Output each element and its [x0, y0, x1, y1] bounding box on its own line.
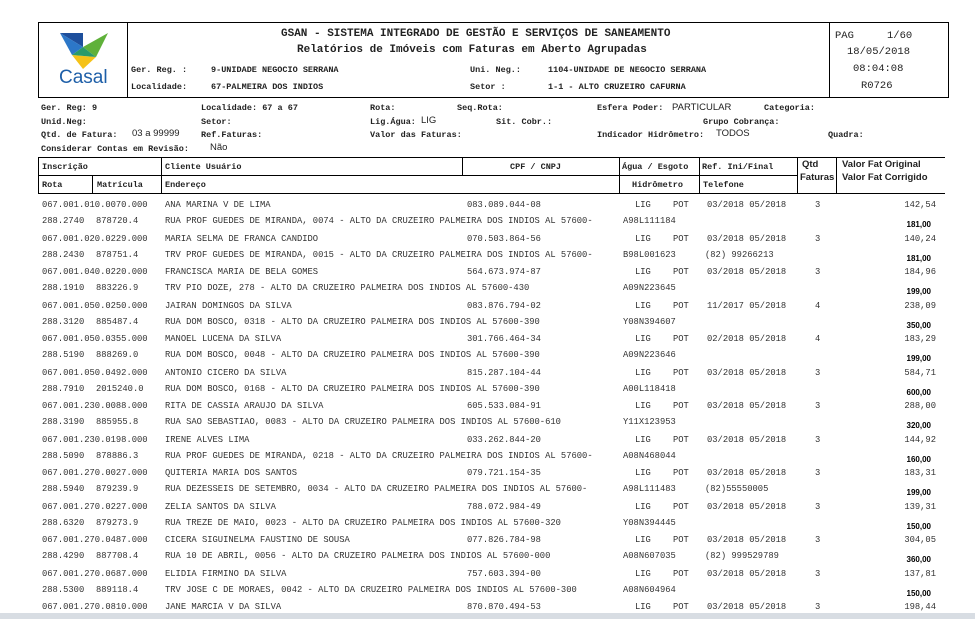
record-qtd-faturas: 3 — [815, 401, 821, 411]
record-esgoto-status: POT — [673, 334, 689, 344]
record-hidrometro: A98L111184 — [623, 216, 676, 226]
record-address: RUA DOM BOSCO, 0048 - ALTO DA CRUZEIRO PALMEIRA DOS INDIOS AL 57600-390 — [165, 350, 540, 360]
record-valor-corrigido: 600,00 — [906, 387, 931, 397]
record-valor-corrigido: 199,00 — [906, 354, 931, 363]
record-inscricao: 067.001.040.0220.000 — [42, 267, 148, 277]
record-cpf: 815.287.104-44 — [467, 367, 541, 378]
record-ref-period: 03/2018 05/2018 — [707, 535, 787, 545]
filter-quadra: Quadra: — [828, 130, 864, 140]
record-qtd-faturas: 3 — [815, 367, 821, 378]
record-esgoto-status: POT — [673, 501, 689, 512]
record-rota: 288.7910 — [42, 383, 85, 394]
record-valor-original: 183,29 — [904, 334, 936, 344]
record-agua-status: LIG — [635, 401, 651, 411]
record-valor-corrigido: 199,00 — [906, 488, 931, 497]
record-inscricao: 067.001.230.0198.000 — [42, 434, 148, 445]
record-valor-original: 183,31 — [904, 468, 936, 478]
record-agua-status: LIG — [635, 233, 651, 244]
record-cpf: 788.072.984-49 — [467, 501, 541, 512]
record-valor-original: 198,44 — [904, 602, 936, 612]
record-matricula: 885955.8 — [96, 417, 139, 427]
record-qtd-faturas: 3 — [815, 568, 821, 579]
record-matricula: 887708.4 — [96, 551, 139, 561]
record-inscricao: 067.001.050.0355.000 — [42, 334, 148, 344]
record-name: QUITERIA MARIA DOS SANTOS — [165, 468, 297, 478]
report-title: Relatórios de Imóveis com Faturas em Aberto Agrupadas — [297, 44, 647, 56]
record-cpf: 083.089.044-08 — [467, 200, 541, 210]
record-rota: 288.5190 — [42, 350, 85, 360]
record-qtd-faturas: 3 — [815, 267, 821, 277]
filter-considerar-value: Não — [210, 142, 228, 153]
record-valor-original: 304,05 — [904, 535, 936, 545]
filter-categoria: Categoria: — [764, 103, 816, 113]
report-time: 08:04:08 — [853, 63, 904, 75]
record-inscricao: 067.001.270.0810.000 — [42, 602, 148, 612]
record-qtd-faturas: 3 — [815, 233, 821, 244]
record-inscricao: 067.001.270.0227.000 — [42, 501, 148, 512]
page-label: PAG — [835, 30, 854, 42]
filter-indicador-value: TODOS — [716, 128, 750, 139]
record-valor-original: 140,24 — [904, 233, 936, 244]
filter-qtd-fatura-label: Qtd. de Fatura: — [41, 130, 118, 140]
record-valor-corrigido: 181,00 — [906, 253, 931, 263]
col-matricula: Matrícula — [97, 180, 143, 190]
filter-lig-agua-label: Lig.Água: — [370, 117, 416, 127]
record-agua-status: LIG — [635, 535, 651, 545]
col-valor-original: Valor Fat Original — [842, 159, 921, 170]
record-name: RITA DE CASSIA ARAUJO DA SILVA — [165, 401, 324, 411]
col-rota: Rota — [42, 180, 63, 190]
record-valor-corrigido: 360,00 — [906, 555, 931, 564]
record-cpf: 870.870.494-53 — [467, 602, 541, 612]
record-address: RUA DEZESSEIS DE SETEMBRO, 0034 - ALTO DA CRUZEIRO PALMEIRA DOS INDIOS AL 57600- — [165, 484, 588, 494]
record-cpf: 301.766.464-34 — [467, 334, 541, 344]
filter-qtd-fatura-value: 03 a 99999 — [132, 128, 180, 139]
record-ref-period: 03/2018 05/2018 — [707, 233, 787, 244]
record-valor-original: 144,92 — [904, 434, 936, 445]
record-agua-status: LIG — [635, 300, 651, 311]
record-qtd-faturas: 4 — [815, 334, 821, 344]
record-name: ELIDIA FIRMINO DA SILVA — [165, 568, 287, 579]
record-valor-corrigido: 181,00 — [906, 220, 931, 229]
record-hidrometro: A09N223646 — [623, 350, 676, 360]
record-valor-original: 584,71 — [904, 367, 936, 378]
col-cpf: CPF / CNPJ — [510, 162, 562, 172]
record-agua-status: LIG — [635, 367, 651, 378]
record-matricula: 878886.3 — [96, 450, 139, 461]
logo-text: Casal — [59, 67, 108, 88]
record-ref-period: 03/2018 05/2018 — [707, 434, 787, 445]
record-hidrometro: A08N468044 — [623, 450, 676, 461]
record-esgoto-status: POT — [673, 300, 689, 311]
page-value: 1/60 — [887, 30, 913, 42]
record-esgoto-status: POT — [673, 468, 689, 478]
record-qtd-faturas: 4 — [815, 300, 821, 311]
record-ref-period: 03/2018 05/2018 — [707, 200, 787, 210]
record-inscricao: 067.001.230.0088.000 — [42, 401, 148, 411]
record-esgoto-status: POT — [673, 434, 689, 445]
record-inscricao: 067.001.010.0070.000 — [42, 200, 148, 210]
record-rota: 288.3190 — [42, 417, 85, 427]
record-agua-status: LIG — [635, 468, 651, 478]
record-rota: 288.3120 — [42, 316, 85, 327]
record-esgoto-status: POT — [673, 568, 689, 579]
record-matricula: 879273.9 — [96, 517, 139, 528]
filter-esfera-label: Esfera Poder: — [597, 103, 664, 113]
record-rota: 288.4290 — [42, 551, 85, 561]
record-address: RUA DOM BOSCO, 0318 - ALTO DA CRUZEIRO PALMEIRA DOS INDIOS AL 57600-390 — [165, 316, 540, 327]
casal-logo — [50, 27, 120, 91]
record-hidrometro: Y08N394607 — [623, 316, 676, 327]
record-valor-corrigido: 199,00 — [906, 287, 931, 296]
record-name: ANTONIO CICERO DA SILVA — [165, 367, 287, 378]
col-qtd: Qtd — [802, 159, 819, 170]
record-esgoto-status: POT — [673, 535, 689, 545]
filter-sit-cobr: Sit. Cobr.: — [496, 117, 553, 127]
record-valor-corrigido: 350,00 — [906, 320, 931, 330]
record-matricula: 883226.9 — [96, 283, 139, 293]
record-phone: (82) 999529789 — [705, 551, 779, 561]
record-matricula: 879239.9 — [96, 484, 139, 494]
record-qtd-faturas: 3 — [815, 200, 821, 210]
col-cliente: Cliente Usuário — [165, 162, 242, 172]
record-matricula: 878720.4 — [96, 216, 139, 226]
filter-unid-neg: Unid.Neg: — [41, 117, 87, 127]
record-cpf: 077.826.784-98 — [467, 535, 541, 545]
col-telefone: Telefone — [703, 180, 744, 190]
localidade-value: 67-PALMEIRA DOS INDIOS — [211, 82, 324, 92]
system-title: GSAN - SISTEMA INTEGRADO DE GESTÃO E SERVIÇOS DE SANEAMENTO — [281, 28, 671, 40]
col-hidrometro: Hidrômetro — [632, 180, 684, 190]
record-address: RUA DOM BOSCO, 0168 - ALTO DA CRUZEIRO PALMEIRA DOS INDIOS AL 57600-390 — [165, 383, 540, 394]
uni-neg-label: Uni. Neg.: — [470, 65, 522, 75]
record-valor-original: 142,54 — [904, 200, 936, 210]
record-valor-original: 139,31 — [904, 501, 936, 512]
record-qtd-faturas: 3 — [815, 535, 821, 545]
record-address: TRV JOSE C DE MORAES, 0042 - ALTO DA CRUZEIRO PALMEIRA DOS INDIOS AL 57600-300 — [165, 584, 577, 595]
record-valor-corrigido: 160,00 — [906, 454, 931, 464]
record-agua-status: LIG — [635, 267, 651, 277]
record-name: JANE MARCIA V DA SILVA — [165, 602, 282, 612]
record-rota: 288.1910 — [42, 283, 85, 293]
record-cpf: 757.603.394-00 — [467, 568, 541, 579]
filter-rota: Rota: — [370, 103, 396, 113]
record-esgoto-status: POT — [673, 267, 689, 277]
record-valor-corrigido: 150,00 — [906, 588, 931, 598]
record-cpf: 564.673.974-87 — [467, 267, 541, 277]
record-name: ZELIA SANTOS DA SILVA — [165, 501, 276, 512]
record-cpf: 079.721.154-35 — [467, 468, 541, 478]
record-esgoto-status: POT — [673, 401, 689, 411]
record-hidrometro: A98L111483 — [623, 484, 676, 494]
record-inscricao: 067.001.050.0250.000 — [42, 300, 148, 311]
record-hidrometro: A08N607035 — [623, 551, 676, 561]
ger-reg-value: 9-UNIDADE NEGOCIO SERRANA — [211, 65, 339, 75]
record-ref-period: 11/2017 05/2018 — [707, 300, 787, 311]
record-valor-original: 238,09 — [904, 300, 936, 311]
record-name: IRENE ALVES LIMA — [165, 434, 250, 445]
record-cpf: 033.262.844-20 — [467, 434, 541, 445]
record-qtd-faturas: 3 — [815, 468, 821, 478]
record-name: CICERA SIGUINELMA FAUSTINO DE SOUSA — [165, 535, 350, 545]
record-address: RUA PROF GUEDES DE MIRANDA, 0218 - ALTO DA CRUZEIRO PALMEIRA DOS INDIOS AL 57600- — [165, 450, 593, 461]
col-inscricao: Inscrição — [42, 162, 88, 172]
record-agua-status: LIG — [635, 334, 651, 344]
col-endereco: Endereço — [165, 180, 206, 190]
horizontal-scrollbar[interactable] — [0, 613, 975, 619]
record-valor-original: 137,81 — [904, 568, 936, 579]
record-esgoto-status: POT — [673, 200, 689, 210]
record-hidrometro: A09N223645 — [623, 283, 676, 293]
record-address: TRV PROF GUEDES DE MIRANDA, 0015 - ALTO DA CRUZEIRO PALMEIRA DOS INDIOS AL 57600- — [165, 249, 593, 260]
record-matricula: 885487.4 — [96, 316, 139, 327]
filter-considerar-label: Considerar Contas em Revisão: — [41, 144, 189, 154]
setor-value: 1-1 - ALTO CRUZEIRO CAFURNA — [548, 82, 686, 92]
record-rota: 288.5300 — [42, 584, 85, 595]
col-valor-corrigido: Valor Fat Corrigido — [842, 172, 928, 183]
record-rota: 288.5940 — [42, 484, 85, 494]
record-ref-period: 03/2018 05/2018 — [707, 602, 787, 612]
record-valor-corrigido: 320,00 — [906, 421, 931, 430]
record-name: MARIA SELMA DE FRANCA CANDIDO — [165, 233, 319, 244]
record-esgoto-status: POT — [673, 367, 689, 378]
record-name: MANOEL LUCENA DA SILVA — [165, 334, 282, 344]
record-valor-original: 288,00 — [904, 401, 936, 411]
filter-localidade: Localidade: 67 a 67 — [201, 103, 298, 113]
record-ref-period: 03/2018 05/2018 — [707, 367, 787, 378]
record-name: JAIRAN DOMINGOS DA SILVA — [165, 300, 292, 311]
record-name: ANA MARINA V DE LIMA — [165, 200, 271, 210]
record-agua-status: LIG — [635, 200, 651, 210]
setor-label: Setor : — [470, 82, 506, 92]
filter-seq-rota: Seq.Rota: — [457, 103, 503, 113]
filter-lig-agua-value: LIG — [421, 115, 437, 126]
col-faturas: Faturas — [800, 172, 835, 183]
filter-ref-faturas: Ref.Faturas: — [201, 130, 263, 140]
record-hidrometro: A08N604964 — [623, 584, 676, 595]
ger-reg-label: Ger. Reg. : — [131, 65, 188, 75]
record-esgoto-status: POT — [673, 233, 689, 244]
record-hidrometro: Y11X123953 — [623, 417, 676, 427]
record-agua-status: LIG — [635, 501, 651, 512]
record-qtd-faturas: 3 — [815, 434, 821, 445]
record-ref-period: 03/2018 05/2018 — [707, 468, 787, 478]
record-name: FRANCISCA MARIA DE BELA GOMES — [165, 267, 319, 277]
record-address: TRV PIO DOZE, 278 - ALTO DA CRUZEIRO PALMEIRA DOS INDIOS AL 57600-430 — [165, 283, 530, 293]
record-phone: (82) 99266213 — [705, 249, 774, 260]
record-phone: (82)55550005 — [705, 484, 769, 494]
record-cpf: 605.533.084-91 — [467, 401, 541, 411]
record-address: RUA SAO SEBASTIAO, 0083 - ALTO DA CRUZEIRO PALMEIRA DOS INDIOS AL 57600-610 — [165, 417, 561, 427]
record-esgoto-status: POT — [673, 602, 689, 612]
record-agua-status: LIG — [635, 434, 651, 445]
record-qtd-faturas: 3 — [815, 602, 821, 612]
record-qtd-faturas: 3 — [815, 501, 821, 512]
record-valor-original: 184,96 — [904, 267, 936, 277]
record-hidrometro: B98L001623 — [623, 249, 676, 260]
record-agua-status: LIG — [635, 602, 651, 612]
filter-esfera-value: PARTICULAR — [672, 102, 732, 113]
record-address: RUA 10 DE ABRIL, 0056 - ALTO DA CRUZEIRO PALMEIRA DOS INDIOS AL 57600-000 — [165, 551, 551, 561]
record-matricula: 889118.4 — [96, 584, 139, 595]
record-cpf: 070.503.864-56 — [467, 233, 541, 244]
record-ref-period: 02/2018 05/2018 — [707, 334, 787, 344]
filter-setor: Setor: — [201, 117, 232, 127]
filter-grupo-cobranca: Grupo Cobrança: — [703, 117, 780, 127]
record-hidrometro: Y08N394445 — [623, 517, 676, 528]
record-address: RUA PROF GUEDES DE MIRANDA, 0074 - ALTO DA CRUZEIRO PALMEIRA DOS INDIOS AL 57600- — [165, 216, 593, 226]
record-matricula: 888269.0 — [96, 350, 139, 360]
record-ref-period: 03/2018 05/2018 — [707, 501, 787, 512]
report-date: 18/05/2018 — [847, 46, 911, 58]
record-inscricao: 067.001.050.0492.000 — [42, 367, 148, 378]
record-rota: 288.2740 — [42, 216, 85, 226]
record-ref-period: 03/2018 05/2018 — [707, 401, 787, 411]
record-hidrometro: A00L118418 — [623, 383, 676, 394]
filter-ger-reg: Ger. Reg: 9 — [41, 103, 98, 113]
filter-valor-faturas: Valor das Faturas: — [370, 130, 462, 140]
col-agua-esgoto: Água / Esgoto — [622, 162, 689, 172]
record-valor-corrigido: 150,00 — [906, 521, 931, 531]
record-matricula: 878751.4 — [96, 249, 139, 260]
record-inscricao: 067.001.270.0027.000 — [42, 468, 148, 478]
record-matricula: 2015240.0 — [96, 383, 144, 394]
record-cpf: 083.876.794-02 — [467, 300, 541, 311]
record-inscricao: 067.001.270.0487.000 — [42, 535, 148, 545]
record-address: RUA TREZE DE MAIO, 0023 - ALTO DA CRUZEIRO PALMEIRA DOS INDIOS AL 57600-320 — [165, 517, 561, 528]
record-rota: 288.5090 — [42, 450, 85, 461]
col-ref: Ref. Ini/Final — [702, 162, 774, 172]
record-agua-status: LIG — [635, 568, 651, 579]
report-code: R0726 — [861, 80, 893, 92]
uni-neg-value: 1104-UNIDADE DE NEGOCIO SERRANA — [548, 65, 707, 75]
localidade-label: Localidade: — [131, 82, 188, 92]
record-ref-period: 03/2018 05/2018 — [707, 568, 787, 579]
record-ref-period: 03/2018 05/2018 — [707, 267, 787, 277]
record-inscricao: 067.001.270.0687.000 — [42, 568, 148, 579]
filter-indicador-label: Indicador Hidrômetro: — [597, 130, 705, 140]
record-inscricao: 067.001.020.0229.000 — [42, 233, 148, 244]
record-rota: 288.6320 — [42, 517, 85, 528]
record-rota: 288.2430 — [42, 249, 85, 260]
